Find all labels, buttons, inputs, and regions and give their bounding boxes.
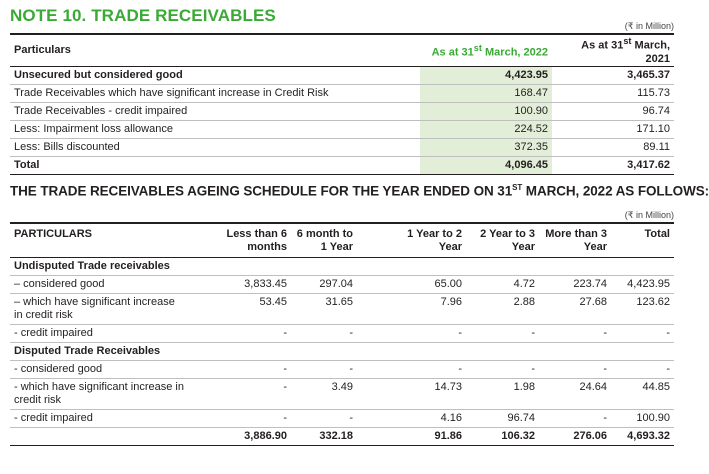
- value-2022: 168.47: [420, 84, 552, 102]
- row-label: Trade Receivables - credit impaired: [10, 102, 420, 120]
- row-label: - considered good: [10, 360, 204, 378]
- cell-value: -: [539, 324, 611, 342]
- column-header-1-to-2-years: 1 Year to 2 Year: [357, 223, 466, 257]
- total-value: 4,693.32: [611, 427, 674, 445]
- table-row: [10, 324, 674, 342]
- table-row: [10, 275, 674, 293]
- value-2021: 115.73: [552, 84, 674, 102]
- column-header-2021: As at 31st March, 2021: [552, 34, 674, 66]
- unit-label: (₹ in Million): [624, 21, 674, 31]
- table-row: [10, 360, 674, 378]
- row-label: Unsecured but considered good: [10, 66, 420, 84]
- row-label: - which have significant increase in credit risk: [10, 378, 204, 409]
- value-2022: 224.52: [420, 120, 552, 138]
- cell-value: -: [357, 360, 466, 378]
- value-2022: 4,423.95: [420, 66, 552, 84]
- row-label: Less: Impairment loss allowance: [10, 120, 420, 138]
- section-row-disputed: [10, 342, 674, 360]
- value-2021: 3,417.62: [552, 156, 674, 174]
- row-label: - credit impaired: [10, 324, 204, 342]
- cell-value: 3.49: [291, 378, 357, 409]
- table-row: [10, 409, 674, 427]
- ageing-schedule-table: [10, 222, 674, 446]
- table-row: [10, 138, 674, 156]
- row-label: Total: [10, 156, 420, 174]
- cell-value: 65.00: [357, 275, 466, 293]
- trade-receivables-table: [10, 33, 674, 175]
- cell-value: 123.62: [611, 293, 674, 324]
- cell-value: -: [611, 324, 674, 342]
- cell-value: 297.04: [291, 275, 357, 293]
- total-row: [10, 156, 674, 174]
- total-value: 91.86: [357, 427, 466, 445]
- cell-value: 223.74: [539, 275, 611, 293]
- column-header-particulars: PARTICULARS: [10, 223, 204, 257]
- value-2021: 89.11: [552, 138, 674, 156]
- cell-value: -: [291, 360, 357, 378]
- row-label: Less: Bills discounted: [10, 138, 420, 156]
- cell-value: 24.64: [539, 378, 611, 409]
- column-header-particulars: Particulars: [10, 34, 420, 66]
- cell-value: 4.16: [357, 409, 466, 427]
- cell-value: -: [204, 378, 291, 409]
- column-header-6-months-to-1-year: 6 month to 1 Year: [291, 223, 357, 257]
- table-row: [10, 102, 674, 120]
- cell-value: 1.98: [466, 378, 539, 409]
- cell-value: 4,423.95: [611, 275, 674, 293]
- unit-label: (₹ in Million): [624, 210, 674, 220]
- total-value: 276.06: [539, 427, 611, 445]
- column-header-2-to-3-years: 2 Year to 3 Year: [466, 223, 539, 257]
- cell-value: -: [611, 360, 674, 378]
- cell-value: 53.45: [204, 293, 291, 324]
- column-header-total: Total: [611, 223, 674, 257]
- table-row: [10, 378, 674, 409]
- cell-value: -: [466, 324, 539, 342]
- total-value: 3,886.90: [204, 427, 291, 445]
- cell-value: -: [204, 409, 291, 427]
- cell-value: 27.68: [539, 293, 611, 324]
- row-label: – which have significant increase in credit risk: [10, 293, 204, 324]
- value-2021: 171.10: [552, 120, 674, 138]
- cell-value: -: [291, 324, 357, 342]
- column-header-more-than-3-years: More than 3 Year: [539, 223, 611, 257]
- cell-value: -: [291, 409, 357, 427]
- value-2021: 3,465.37: [552, 66, 674, 84]
- cell-value: -: [204, 324, 291, 342]
- total-value: 106.32: [466, 427, 539, 445]
- value-2022: 100.90: [420, 102, 552, 120]
- cell-value: -: [357, 324, 466, 342]
- cell-value: 2.88: [466, 293, 539, 324]
- row-label: - credit impaired: [10, 409, 204, 427]
- table-row: [10, 293, 674, 324]
- column-header-2022: As at 31st March, 2022: [420, 34, 552, 66]
- cell-value: -: [539, 360, 611, 378]
- cell-value: 31.65: [291, 293, 357, 324]
- row-label: Trade Receivables which have significant increase in Credit Risk: [10, 84, 420, 102]
- section-label: Disputed Trade Receivables: [10, 342, 674, 360]
- row-label: [10, 427, 204, 445]
- cell-value: 7.96: [357, 293, 466, 324]
- cell-value: 96.74: [466, 409, 539, 427]
- ageing-schedule-title: THE TRADE RECEIVABLES AGEING SCHEDULE FOR THE YEAR ENDED ON 31ST MARCH, 2022 AS FOLLOWS:: [10, 183, 709, 199]
- total-row: [10, 427, 674, 445]
- section-label: Undisputed Trade receivables: [10, 257, 674, 275]
- table-row: [10, 66, 674, 84]
- column-header-less-than-6-months: Less than 6 months: [204, 223, 291, 257]
- note-title: NOTE 10. TRADE RECEIVABLES: [10, 6, 276, 25]
- cell-value: 3,833.45: [204, 275, 291, 293]
- table-row: [10, 120, 674, 138]
- value-2022: 372.35: [420, 138, 552, 156]
- section-row-undisputed: [10, 257, 674, 275]
- value-2021: 96.74: [552, 102, 674, 120]
- cell-value: -: [466, 360, 539, 378]
- table-row: [10, 84, 674, 102]
- total-value: 332.18: [291, 427, 357, 445]
- cell-value: 44.85: [611, 378, 674, 409]
- table-header-row: [10, 34, 674, 66]
- cell-value: -: [539, 409, 611, 427]
- table-header-row: [10, 223, 674, 257]
- value-2022: 4,096.45: [420, 156, 552, 174]
- row-label: – considered good: [10, 275, 204, 293]
- cell-value: -: [204, 360, 291, 378]
- cell-value: 100.90: [611, 409, 674, 427]
- cell-value: 4.72: [466, 275, 539, 293]
- cell-value: 14.73: [357, 378, 466, 409]
